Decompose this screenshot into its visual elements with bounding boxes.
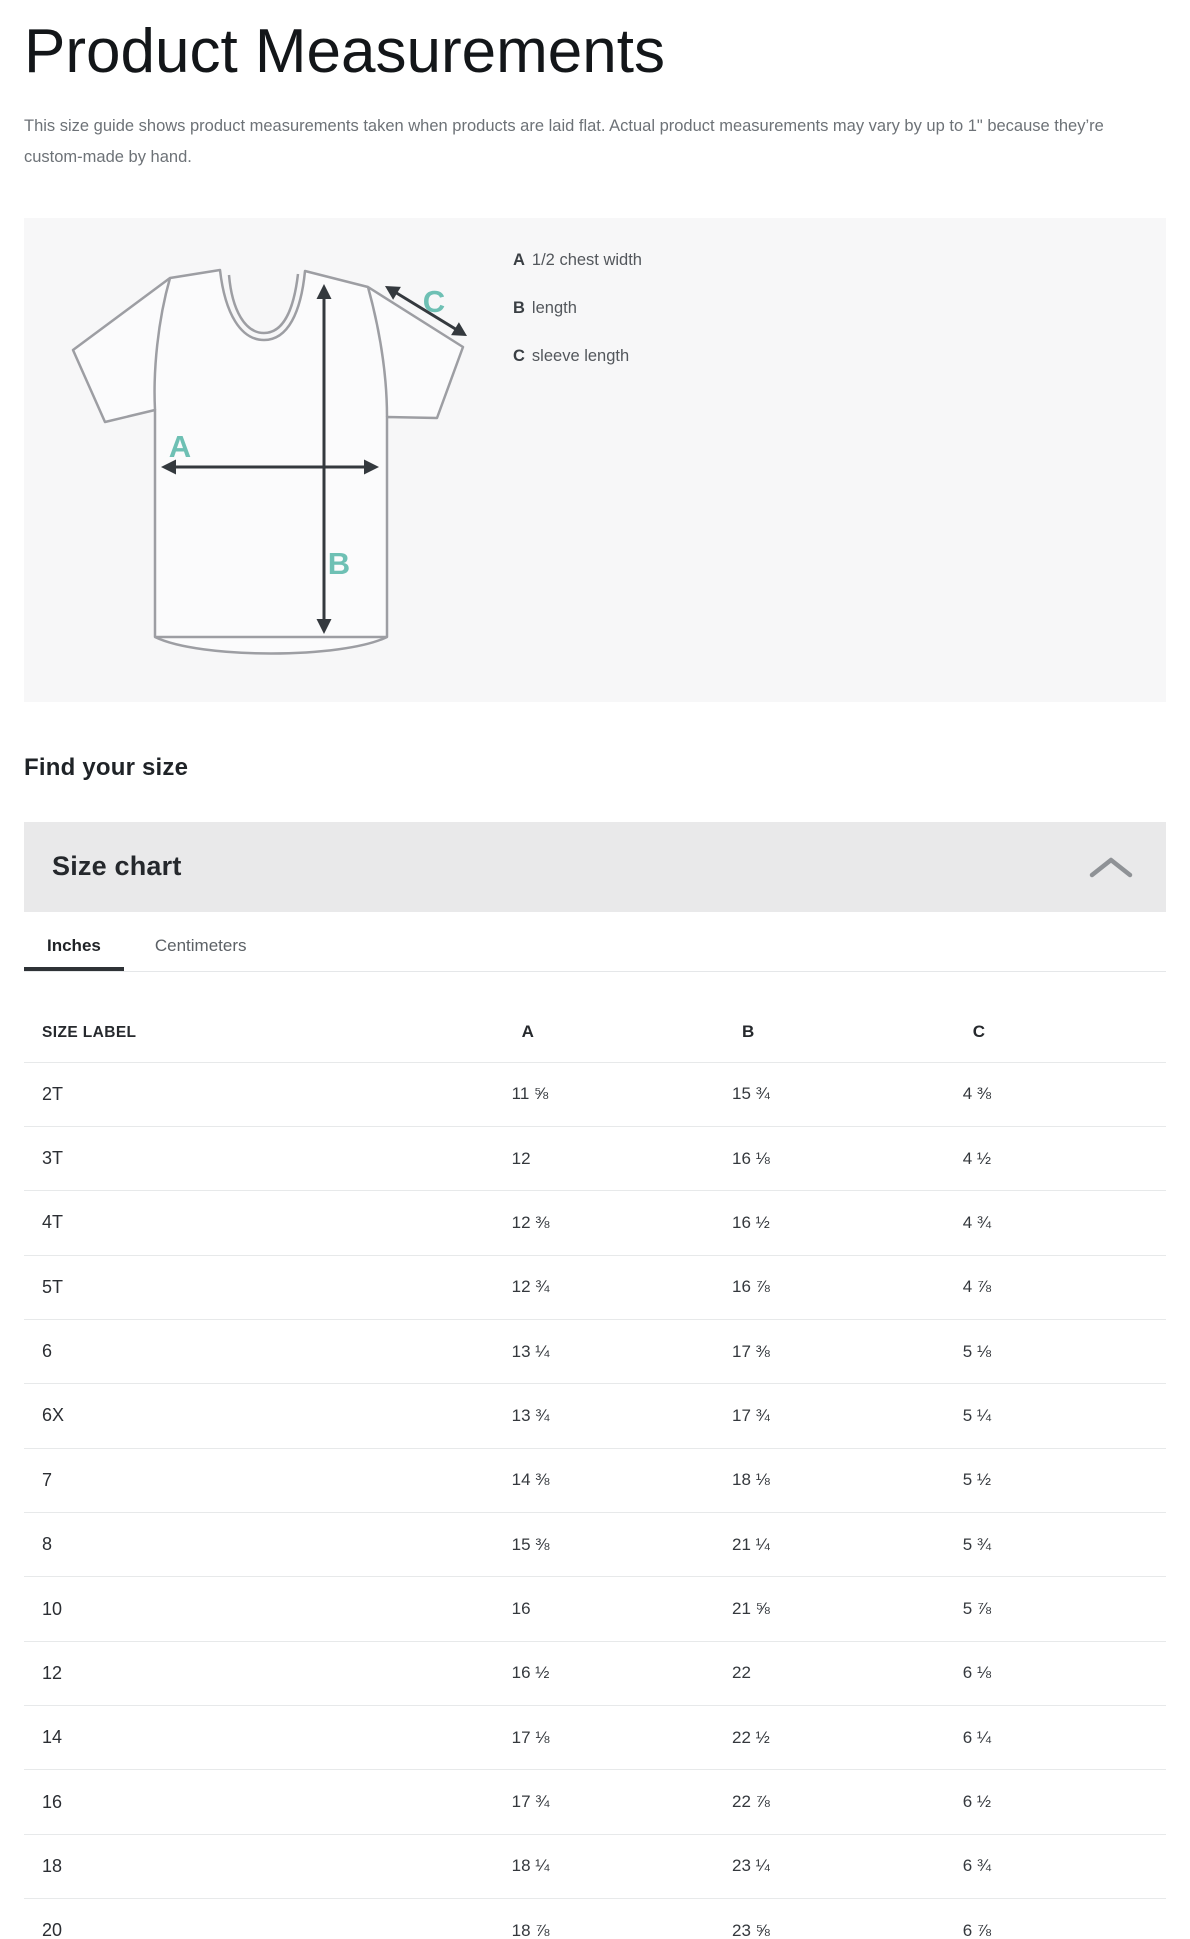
cell-size-label: 16 (42, 1791, 63, 1812)
cell-a: 13 ¼ (511, 1341, 550, 1361)
cell-size-label: 6X (42, 1405, 65, 1426)
cell-size-label: 5T (42, 1276, 64, 1297)
cell-b: 21 ⅝ (732, 1599, 770, 1619)
cell-size-label: 7 (42, 1469, 53, 1490)
cell-size-label: 18 (42, 1855, 63, 1876)
cell-c: 5 ¾ (962, 1534, 992, 1554)
cell-c: 4 ⅞ (962, 1277, 992, 1297)
cell-size-label: 10 (42, 1598, 63, 1619)
find-your-size-heading: Find your size (24, 753, 189, 781)
cell-size-label: 8 (42, 1534, 53, 1555)
cell-a: 13 ¾ (511, 1405, 550, 1425)
tshirt-outline (73, 270, 463, 654)
cell-b: 21 ¼ (732, 1534, 770, 1554)
cell-c: 6 ½ (962, 1792, 992, 1812)
cell-a: 12 ⅜ (511, 1212, 550, 1232)
cell-c: 6 ⅛ (962, 1663, 992, 1683)
legend-label: sleeve length (531, 346, 630, 365)
column-header-size-label: SIZE LABEL (42, 1023, 137, 1041)
legend-item (513, 346, 642, 366)
cell-b: 22 (732, 1663, 751, 1683)
cell-size-label: 20 (42, 1920, 63, 1939)
cell-b: 17 ⅜ (732, 1341, 770, 1361)
marker-b-label: B (327, 545, 351, 581)
legend-key: C (513, 346, 525, 365)
cell-a: 12 (511, 1148, 531, 1168)
cell-a: 16 ½ (511, 1663, 550, 1683)
cell-c: 4 ¾ (962, 1212, 992, 1232)
cell-size-label: 3T (42, 1148, 64, 1169)
size-table-header-row (24, 972, 1166, 1062)
column-header-b: B (742, 1021, 755, 1041)
cell-a: 18 ⅞ (511, 1920, 550, 1939)
table-row (24, 1383, 1166, 1447)
table-row (24, 1448, 1166, 1512)
cell-b: 16 ½ (732, 1212, 770, 1232)
cell-b: 16 ⅞ (732, 1277, 770, 1297)
cell-a: 16 (511, 1599, 531, 1619)
cell-b: 18 ⅛ (732, 1470, 770, 1490)
legend-key: A (513, 250, 525, 269)
cell-size-label: 14 (42, 1727, 63, 1748)
table-row (24, 1834, 1166, 1898)
table-row (24, 1641, 1166, 1705)
legend-item (513, 250, 642, 270)
cell-size-label: 12 (42, 1662, 63, 1683)
size-chart-title: Size chart (52, 851, 182, 882)
marker-a-label: A (168, 428, 192, 464)
cell-c: 5 ½ (962, 1470, 992, 1490)
cell-b: 23 ⅝ (732, 1920, 770, 1939)
page-description: This size guide shows product measurements taken when products are laid flat. Actual product measurements may vary by up to 1" because they’re custom-made by hand. (24, 116, 1104, 166)
cell-c: 5 ⅛ (962, 1341, 992, 1361)
table-row (24, 1576, 1166, 1640)
marker-c-label: C (422, 283, 446, 319)
size-table (24, 972, 1166, 1939)
legend-label: length (531, 298, 577, 317)
cell-b: 23 ¼ (732, 1856, 770, 1876)
cell-size-label: 6 (42, 1341, 53, 1362)
size-table-body (24, 1062, 1166, 1939)
unit-tab[interactable]: Centimeters (132, 925, 270, 971)
cell-c: 5 ¼ (962, 1405, 992, 1425)
table-row (24, 1512, 1166, 1576)
column-header-c: C (972, 1021, 985, 1041)
unit-tabs (24, 925, 1166, 972)
cell-b: 16 ⅛ (732, 1148, 770, 1168)
table-row (24, 1705, 1166, 1769)
cell-b: 17 ¾ (732, 1405, 770, 1425)
size-chart-header[interactable] (24, 822, 1166, 912)
column-header-a: A (521, 1021, 534, 1041)
cell-a: 17 ⅛ (511, 1727, 550, 1747)
table-row (24, 1255, 1166, 1319)
table-row (24, 1769, 1166, 1833)
tshirt-diagram (40, 240, 500, 670)
cell-size-label: 4T (42, 1212, 64, 1233)
cell-a: 14 ⅜ (511, 1470, 550, 1490)
cell-a: 12 ¾ (511, 1277, 550, 1297)
page-title: Product Measurements (24, 17, 665, 86)
cell-a: 18 ¼ (511, 1856, 550, 1876)
unit-tab[interactable]: Inches (24, 925, 124, 971)
table-row (24, 1062, 1166, 1126)
legend-label: 1/2 chest width (531, 250, 642, 269)
cell-c: 6 ¼ (962, 1727, 992, 1747)
collar-line (229, 274, 298, 333)
cell-b: 15 ¾ (732, 1084, 770, 1104)
legend-key: B (513, 298, 525, 317)
cell-a: 11 ⅝ (511, 1084, 549, 1104)
cell-c: 6 ⅞ (962, 1920, 992, 1939)
measurement-diagram-panel (24, 218, 1166, 702)
legend-item (513, 298, 642, 318)
cell-c: 5 ⅞ (962, 1599, 992, 1619)
table-row (24, 1319, 1166, 1383)
measurement-legend (513, 250, 642, 394)
cell-c: 4 ½ (962, 1148, 992, 1168)
table-row (24, 1126, 1166, 1190)
chevron-up-icon[interactable] (1088, 855, 1134, 879)
cell-c: 4 ⅜ (962, 1084, 992, 1104)
cell-a: 17 ¾ (511, 1792, 550, 1812)
cell-b: 22 ½ (732, 1727, 770, 1747)
table-row (24, 1190, 1166, 1254)
cell-size-label: 2T (42, 1083, 64, 1104)
cell-c: 6 ¾ (962, 1856, 992, 1876)
cell-b: 22 ⅞ (732, 1792, 770, 1812)
table-row (24, 1898, 1166, 1939)
cell-a: 15 ⅜ (511, 1534, 550, 1554)
